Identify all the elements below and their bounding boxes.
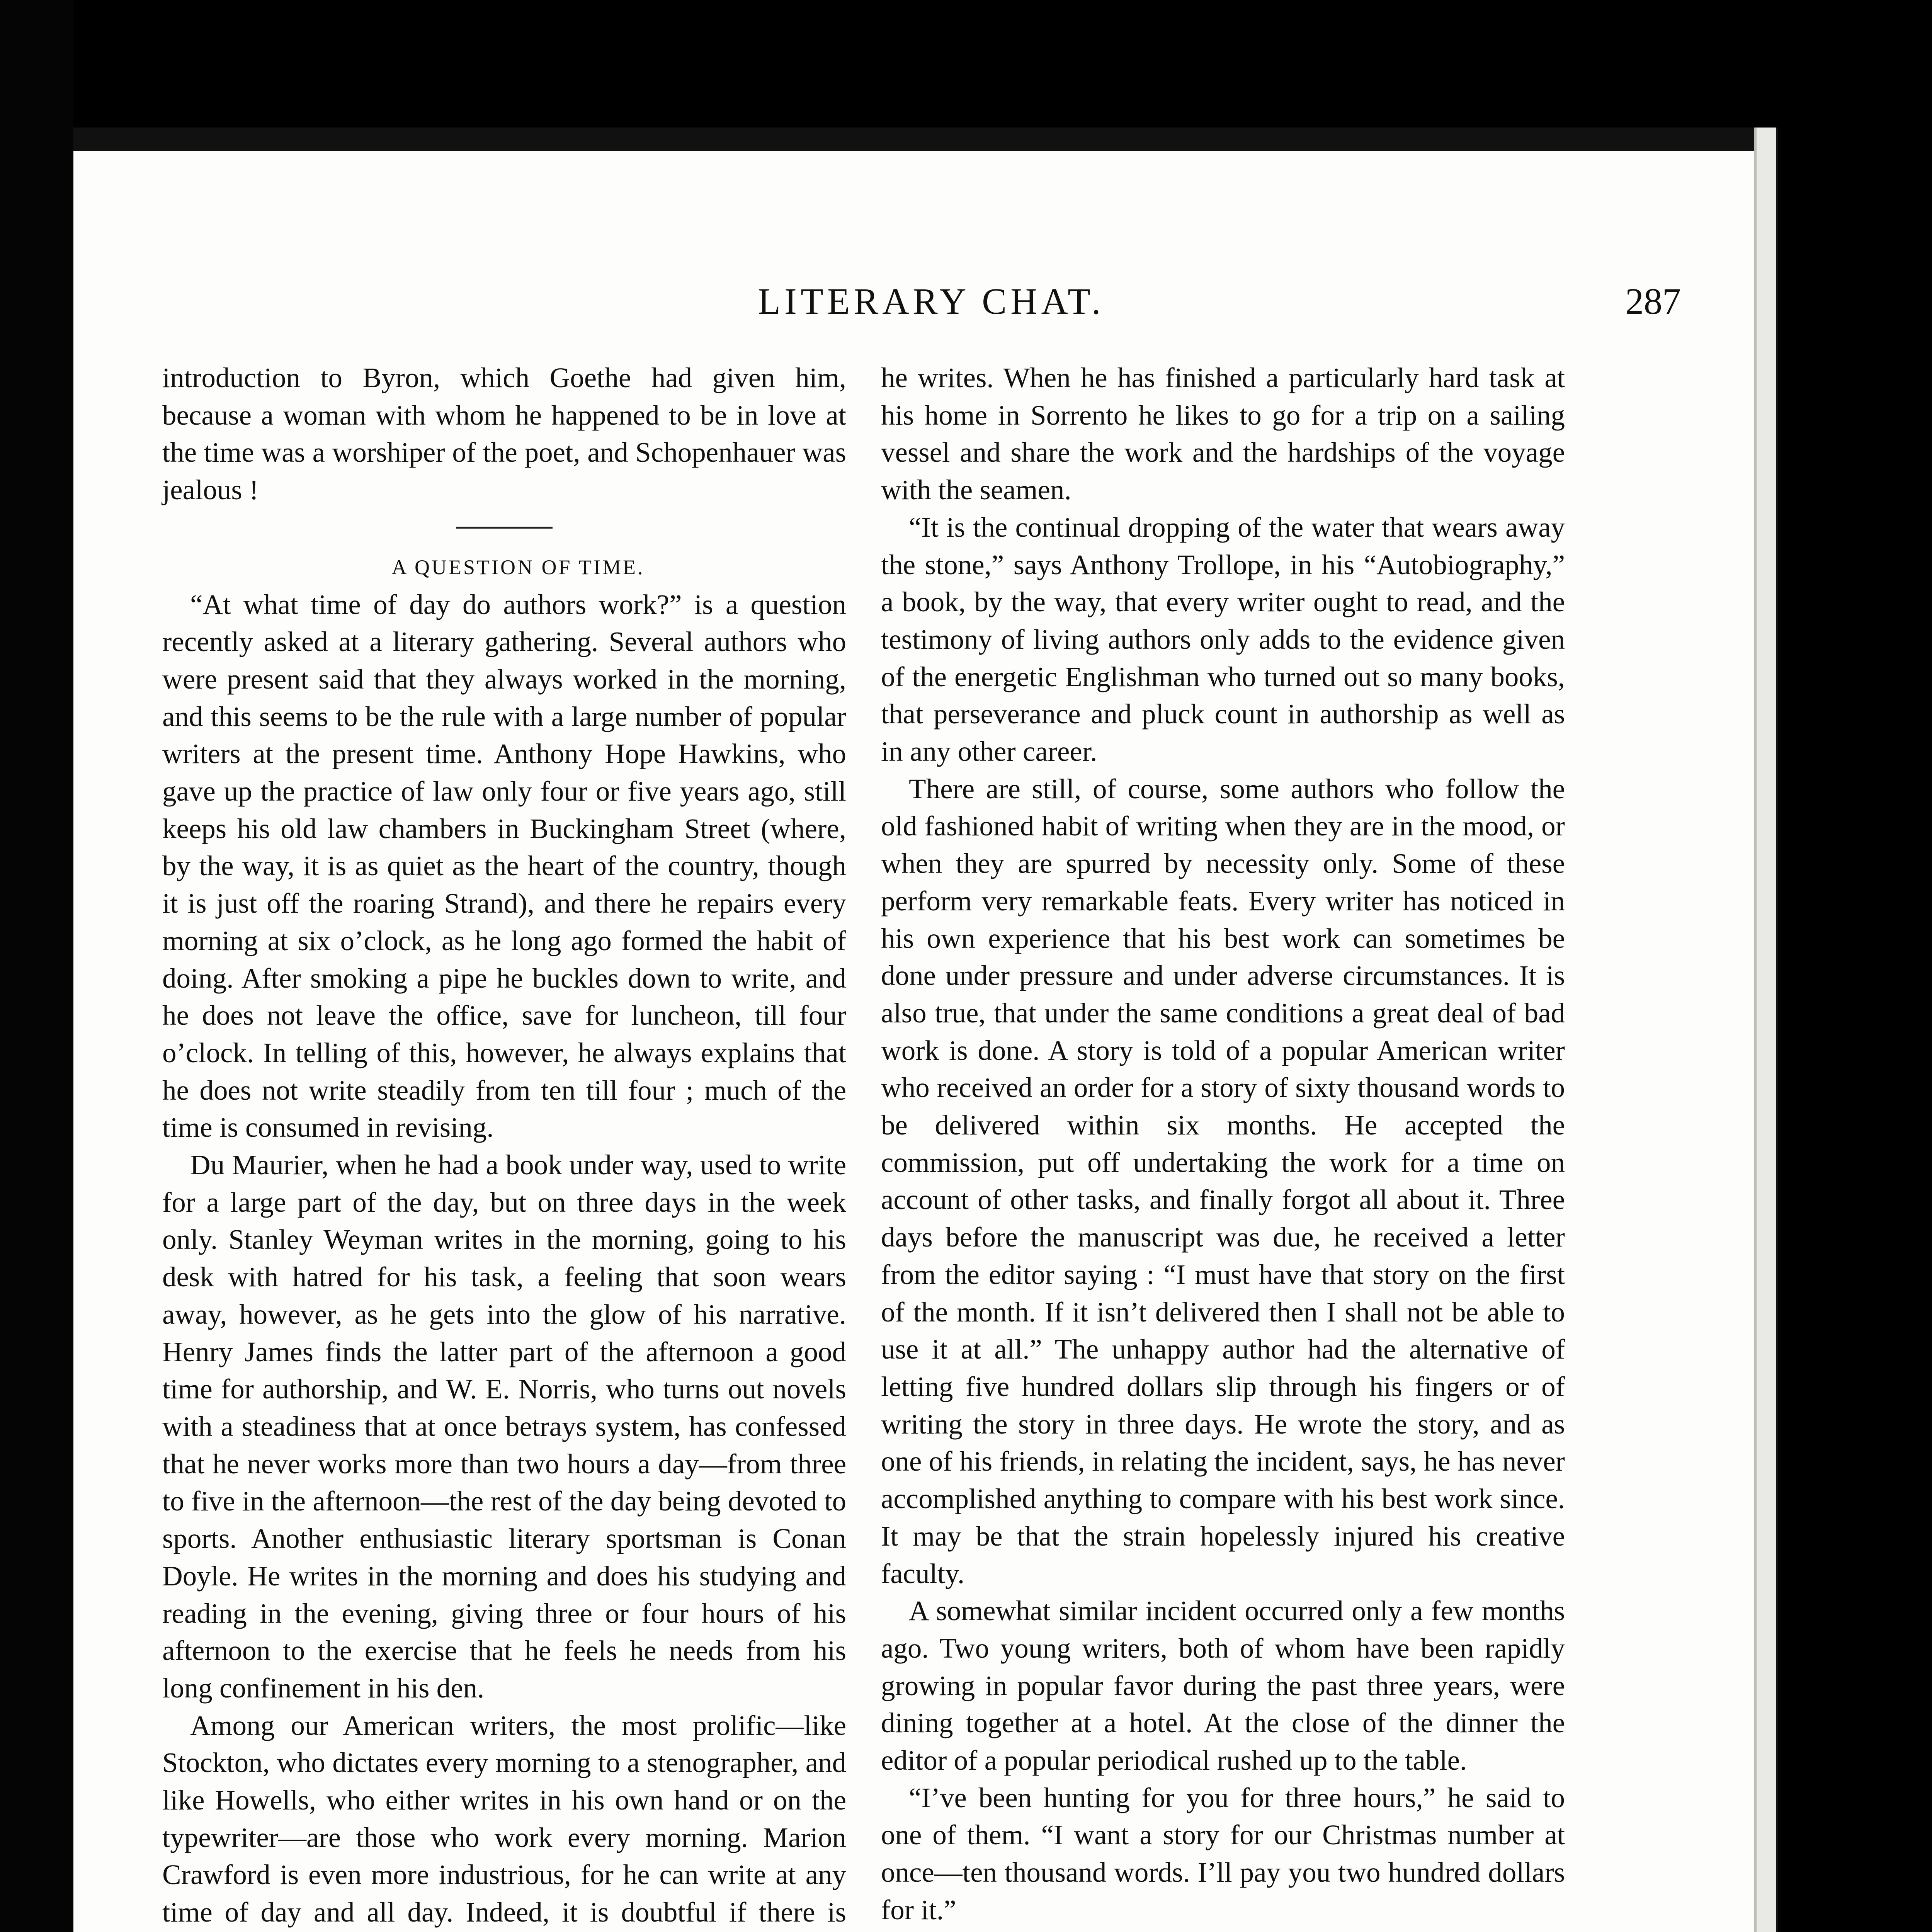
left-column [162,359,846,1932]
paragraph-continued: he writes. When he has finished a particularly hard task at his home in Sorrento he likes to go for a trip on a sailing vessel and share the work and the hardships of the voyage with the seamen. [881,362,1565,506]
scan-border-top [73,128,1754,151]
page-number: 287 [1625,281,1681,322]
paragraph: There are still, of course, some authors who follow the old fashioned habit of writing when they are in the mood, or when they are spurred by necessity only. Some of these perform very remarkable feats. Every writer has noticed in his own experience that his best work can sometimes be done under pressure and under adverse circumstances. It is also true, that under the same conditions a great deal of bad work is done. A story is told of a popular American writer who received an order for a story of sixty thousand words to be delivered within six months. He accepted the commission, put off undertaking the work for a time on account of other tasks, and finally forgot all about it. Three days before the manuscript was due, he received a letter from the editor saying : “I must have that story on the first of the month. If it isn’t delivered then I shall not be able to use it at all.” The unhappy author had the alternative of letting five hundred dollars slip through his fingers or of writing the story in three days. He wrote the story, and as one of his friends, in relating the incident, says, he has never accomplished anything to compare with his best work since. It may be that the strain hopelessly injured his creative faculty. [881,773,1565,1589]
paragraph [881,1929,1565,1932]
paragraph: Among our American writers, the most prolific—like Stockton, who dictates every morning to a stenographer, and like Howells, who either writes in his own hand or on the typewriter—are those who work every morning. Marion Crawford is even more industrious, for he can write at any time of day and all day. Indeed, it is doubtful if there is [162,1709,846,1928]
running-title: LITERARY CHAT. [758,281,1105,322]
paragraph: “It is the continual dropping of the water that wears away the stone,” says Anthony Trollope, in his “Autobiography,” a book, by the way, that every writer ought to read, and the testimony of living authors only adds to the evidence given of the energetic Englishman who turned out so many books, that perseverance and pluck count in authorship as well as in any other career. [881,511,1565,767]
running-header [73,278,1754,325]
right-column [881,359,1565,1932]
paragraph: “At what time of day do authors work?” is a question recently asked at a literary gathering. Several authors who were present said that they always worked in the morning, and this seems to be the rule with a large number of popular writers at the present time. Anthony Hope Hawkins, who gave up the practice of law only four or five years ago, still keeps his old law chambers in Buckingham Street (where, by the way, it is as quiet as the heart of the country, though it is just off the roaring Strand), and there he repairs every morning at six o’clock, as he long ago formed the habit of doing. After smoking a pipe he buckles down to write, and he does not leave the office, save for luncheon, till four o’clock. In telling of this, however, he always explains that he does not write steadily from ten till four ; much of the time is consumed in revising. [162,588,846,1143]
section-divider-rule [456,527,553,529]
paragraph: “I’ve been hunting for you for three hours,” he said to one of them. “I want a story for our Christmas number at once—ten thousand words. I’ll pay you two hundred dollars for it.” [881,1782,1565,1925]
paragraph-continued: introduction to Byron, which Goethe had given him, because a woman with whom he happened to be in love at the time was a worshiper of the poet, and Schopenhauer was jealous ! [162,362,846,506]
paragraph: A somewhat similar incident occurred only a few months ago. Two young writers, both of whom have been rapidly growing in popular favor during the past three years, were dining together at a hotel. At the close of the dinner the editor of a popular periodical rushed up to the table. [881,1595,1565,1776]
paragraph: Du Maurier, when he had a book under way, used to write for a large part of the day, but on three days in the week only. Stanley Weyman writes in the morning, going to his desk with hatred for his task, a feeling that soon wears away, however, as he gets into the glow of his narrative. Henry James finds the latter part of the afternoon a good time for authorship, and W. E. Norris, who turns out novels with a steadiness that at once betrays system, has confessed that he never works more than two hours a day—from three to five in the afternoon—the rest of the day being devoted to sports. Another enthusiastic literary sportsman is Conan Doyle. He writes in the morning and does his studying and reading in the evening, giving three or four hours of his afternoon to the exercise that he feels he needs from his long confinement in his den. [162,1149,846,1704]
page-edge-right [1754,128,1778,1932]
scan-border-left [0,0,73,1932]
section-heading: A QUESTION OF TIME. [391,555,645,579]
